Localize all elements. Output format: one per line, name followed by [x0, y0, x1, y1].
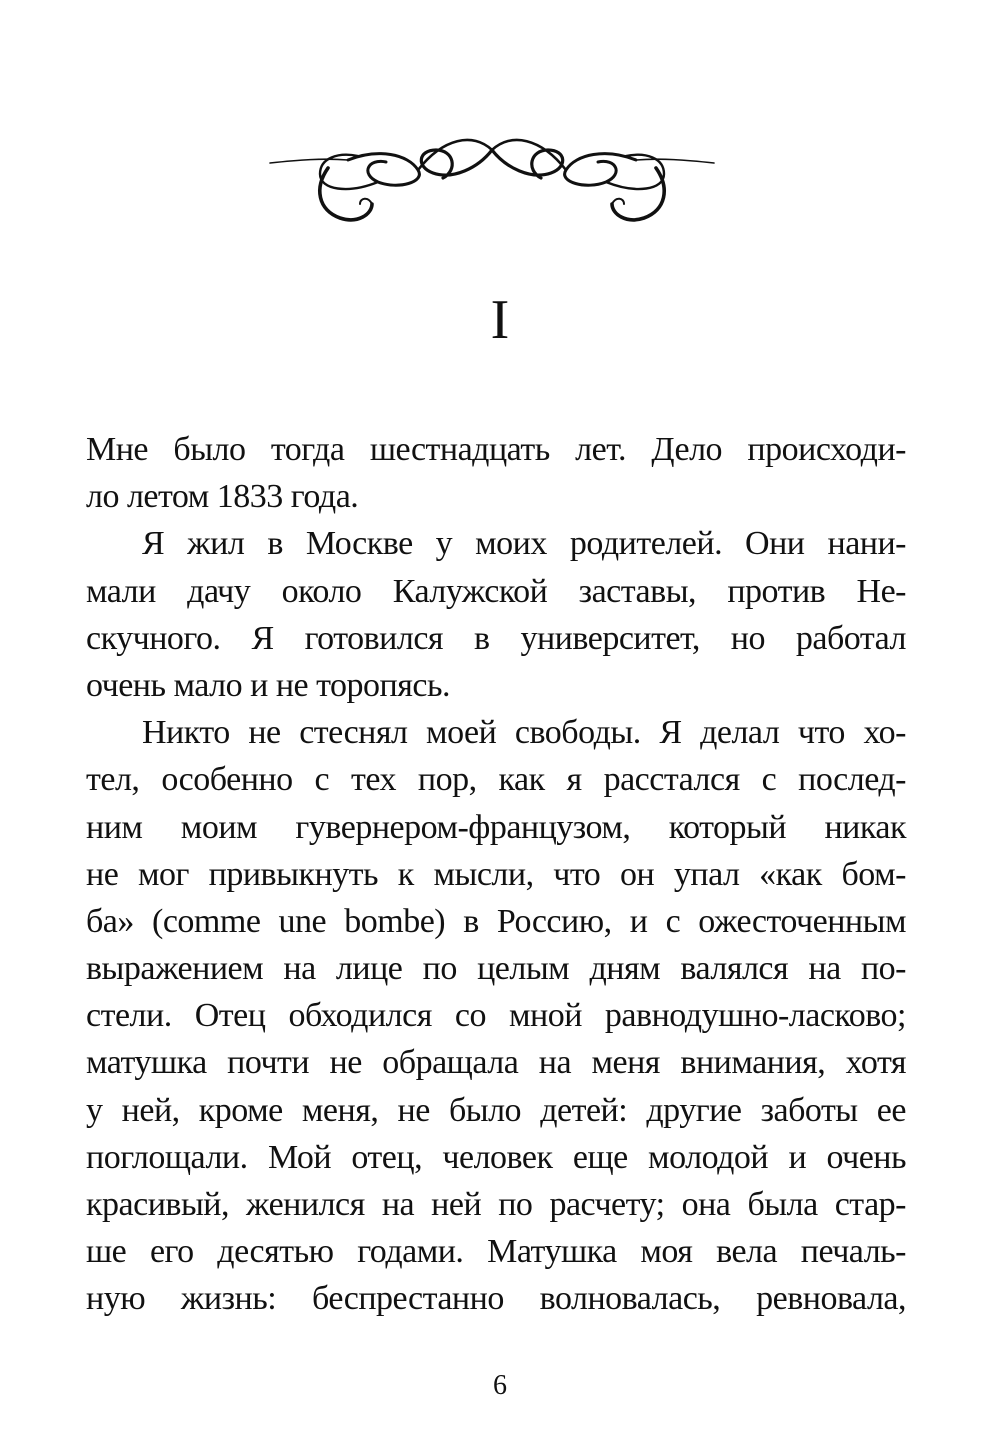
text-line: матушка почти не обращала на меня внимания, хотя	[86, 1044, 906, 1082]
text-line: Никто не стеснял моей свободы. Я делал что хо-	[142, 714, 906, 752]
text-line: Я жил в Москве у моих родителей. Они нани-	[142, 525, 906, 563]
text-line: ло летом 1833 года.	[86, 478, 359, 516]
text-line: Мне было тогда шестнадцать лет. Дело происходи-	[86, 431, 906, 468]
flourish-ornament-icon	[268, 118, 716, 236]
page-number: 6	[493, 1370, 507, 1401]
text-line: мали дачу около Калужской заставы, против Не-	[86, 572, 906, 610]
text-line: ним моим гувернером-французом, который никак	[86, 808, 906, 846]
text-line: стели. Отец обходился со мной равнодушно-ласково;	[86, 997, 906, 1035]
chapter-number: I	[490, 289, 510, 351]
text-line: ше его десятью годами. Матушка моя вела печаль-	[86, 1233, 906, 1271]
text-line: выражением на лице по целым дням валялся на по-	[86, 950, 906, 988]
text-line: не мог привыкнуть к мысли, что он упал «как бом-	[86, 855, 906, 893]
text-line: тел, особенно с тех пор, как я расстался с послед-	[86, 761, 906, 799]
text-line: красивый, женился на ней по расчету; она была стар-	[86, 1186, 906, 1223]
body-text	[86, 426, 906, 1323]
text-line: поглощали. Мой отец, человек еще молодой и очень	[86, 1138, 906, 1176]
text-line: очень мало и не торопясь.	[86, 666, 450, 704]
text-line: у ней, кроме меня, не было детей: другие заботы ее	[86, 1091, 906, 1129]
text-line: ную жизнь: беспрестанно волновалась, ревновала,	[86, 1280, 906, 1318]
text-line: скучного. Я готовился в университет, но работал	[86, 619, 906, 657]
text-line: ба» (comme une bombe) в Россию, и с ожесточенным	[86, 902, 906, 940]
